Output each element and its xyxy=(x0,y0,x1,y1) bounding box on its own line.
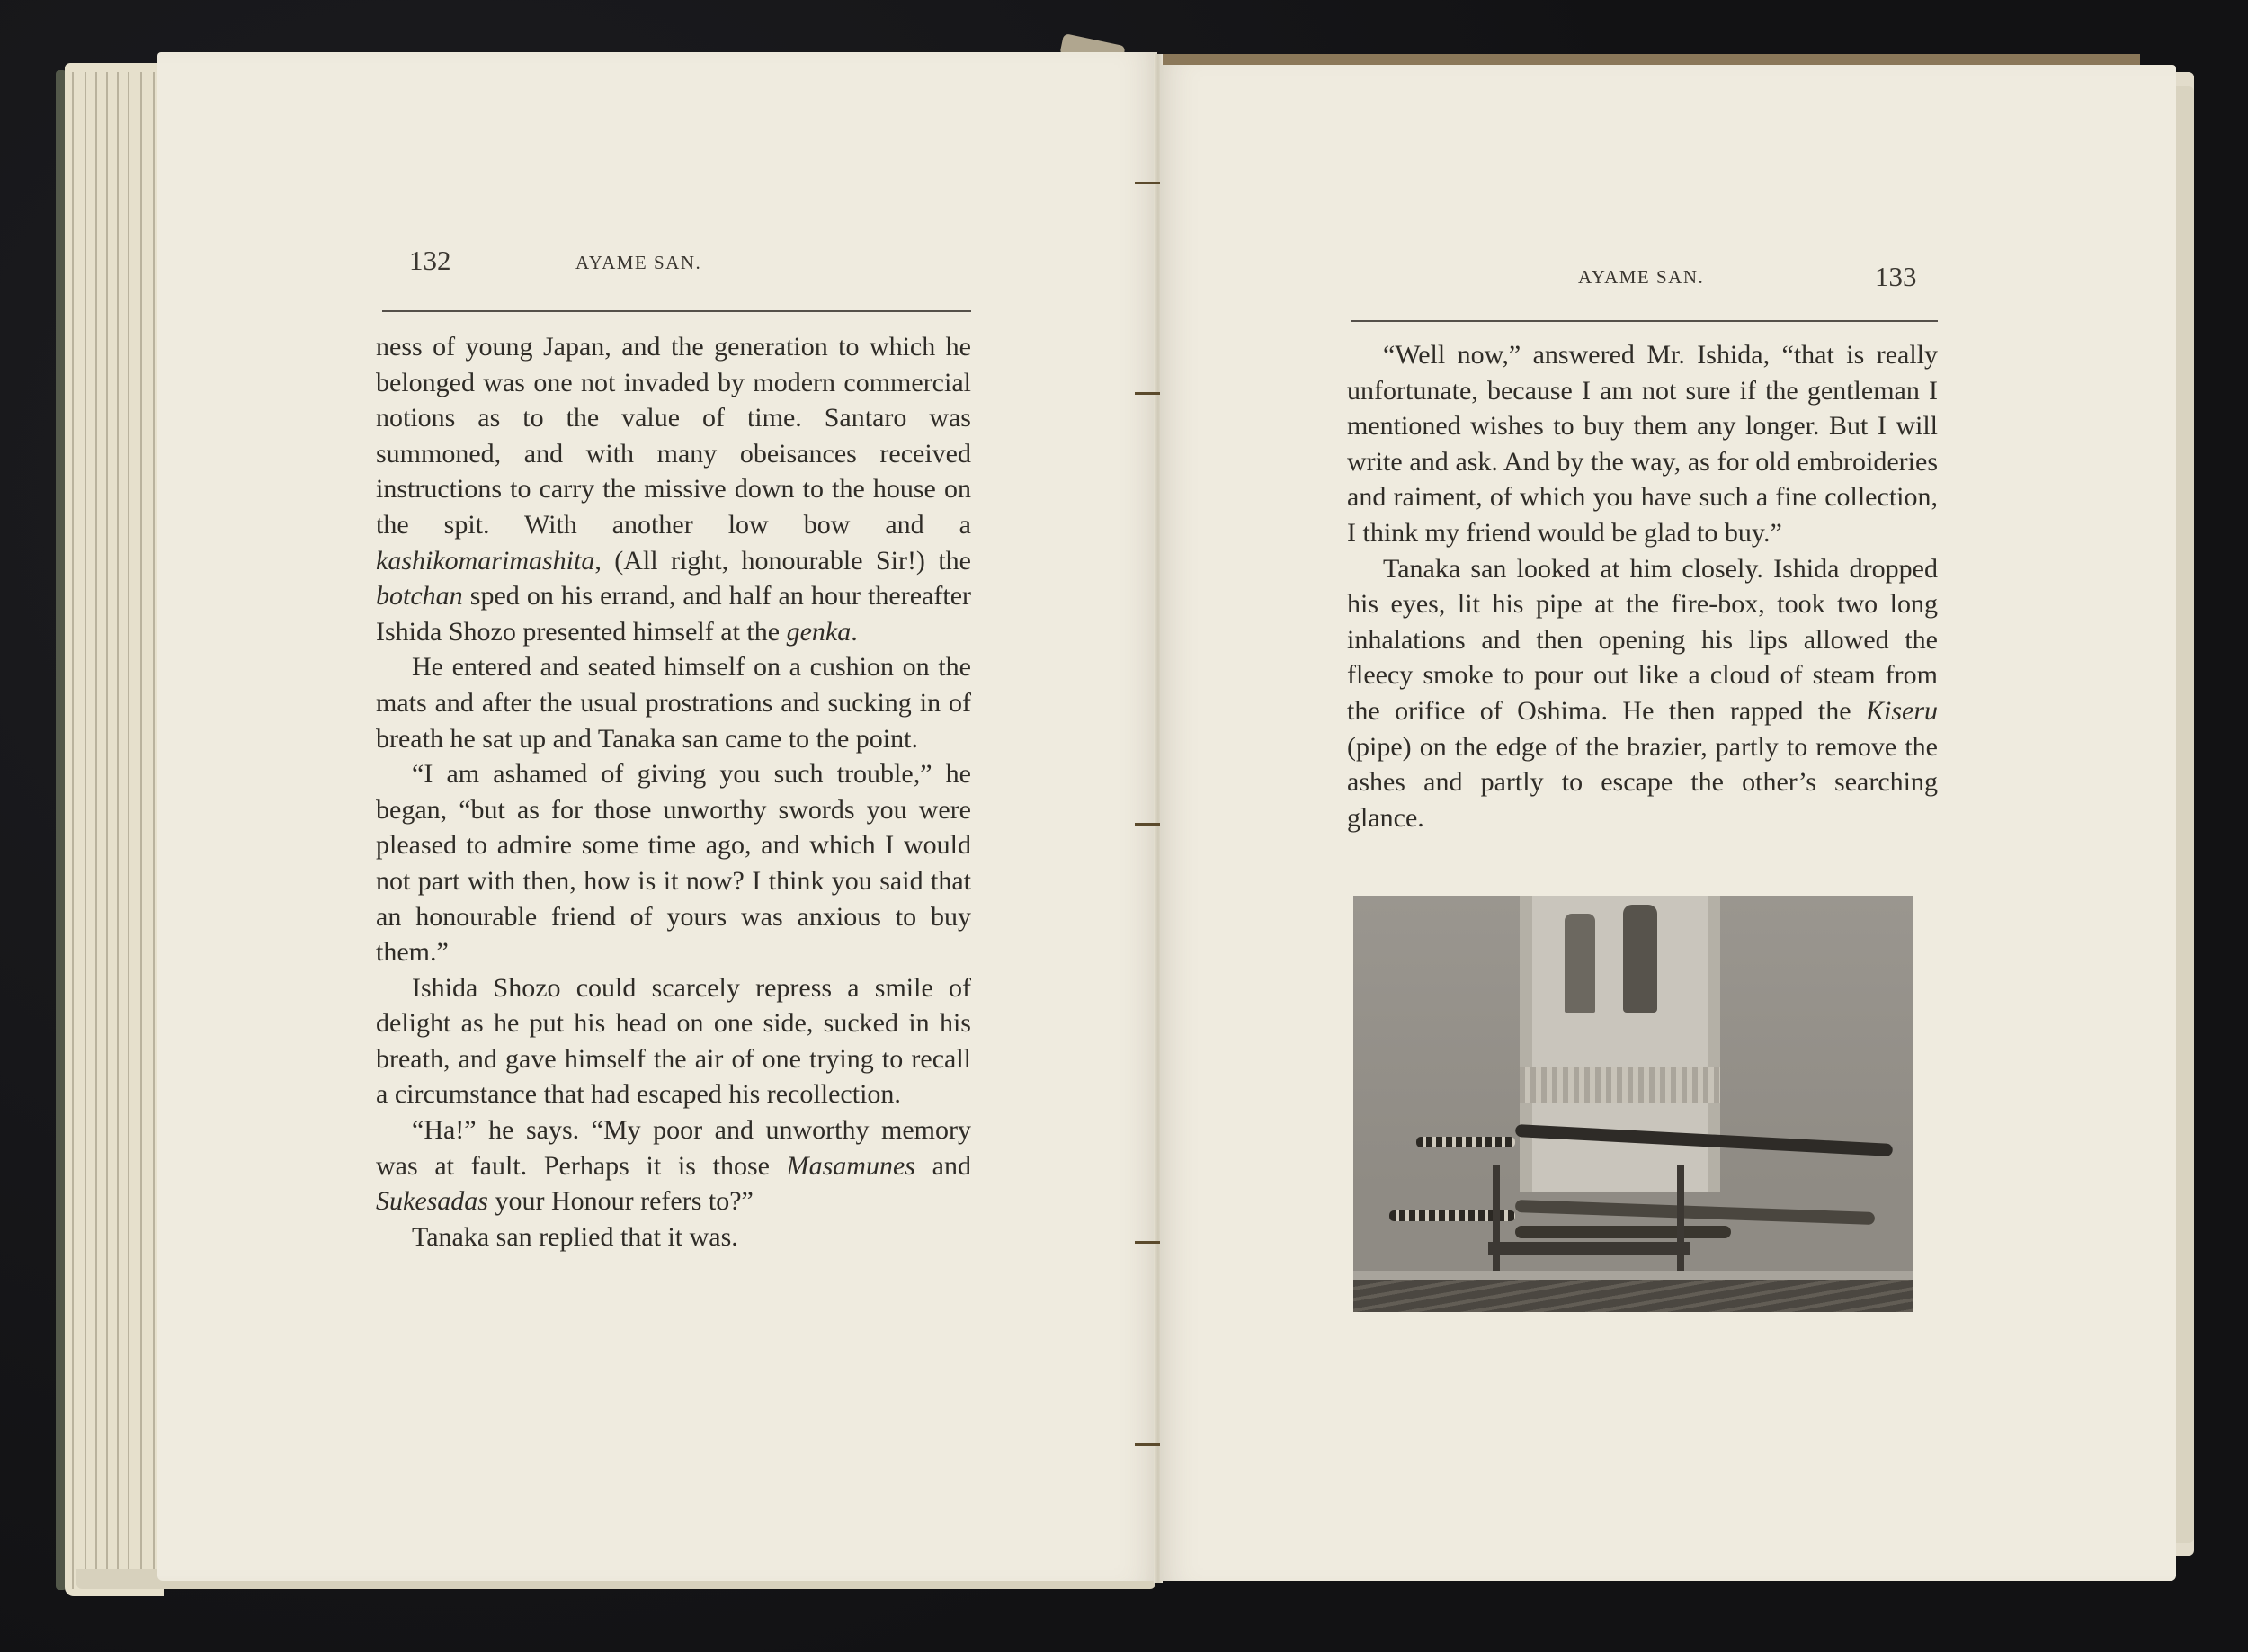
right-page-number: 133 xyxy=(1875,261,1917,292)
right-page-stack-inner xyxy=(2174,86,2194,1543)
italic-term: Kiseru xyxy=(1865,695,1938,726)
text-run: ness of young Japan, and the generation to which he belonged was one not invaded by modern commercial notions as to the value of time. Santaro was summoned, and with many obeisances received instructions to carry the missive down to the house on the spit. With another low bow and a xyxy=(376,332,971,540)
paragraph xyxy=(1347,551,1938,836)
hanging-scroll xyxy=(1520,896,1720,1192)
scroll-figure xyxy=(1565,914,1595,1013)
text-run: “Well now,” answered Mr. Ishida, “that is really unfortunate, because I am not sure if the gentleman I mentioned wishes to buy them any longer. But I will write and ask. And by the way, as for old embroideries and raiment, of which you have such a fine collection, I think my friend would be glad to buy.” xyxy=(1347,340,1938,548)
scroll-figure xyxy=(1623,905,1657,1013)
italic-term: Masamunes xyxy=(786,1150,915,1181)
paragraph xyxy=(376,756,971,970)
right-page-text xyxy=(1347,337,1938,835)
photo-wood-floor xyxy=(1353,1280,1913,1312)
paragraph xyxy=(376,1112,971,1219)
text-run: your Honour refers to?” xyxy=(487,1186,754,1217)
text-run: . xyxy=(851,616,858,647)
italic-term: botchan xyxy=(376,581,463,612)
text-run: Tanaka san looked at him closely. Ishida dropped his eyes, lit his pipe at the fire-box, took two long inhalations and then opening his lips allowed the fleecy smoke to pour out like a cloud of steam from the orifice of Oshima. He then rapped the xyxy=(1347,553,1938,726)
text-run: Tanaka san replied that it was. xyxy=(412,1221,738,1252)
text-run: “I am ashamed of giving you such trouble,” he began, “but as for those unworthy swords you were pleased to admire some time ago, and which I would not part with then, how is it now? I think you said that an honourable friend of yours was anxious to buy them.” xyxy=(376,759,971,968)
left-page-number: 132 xyxy=(409,245,451,276)
scroll-brocade-band xyxy=(1520,1067,1720,1103)
sword-photograph-plate xyxy=(1353,896,1913,1312)
text-run: He entered and seated himself on a cushion on the mats and after the usual prostrations and sucking in of breath he sat up and Tanaka san came to the point. xyxy=(376,652,971,754)
paragraph xyxy=(376,329,971,649)
italic-term: kashikomarimashita xyxy=(376,545,595,576)
text-run: , (All right, honourable Sir!) the xyxy=(594,545,971,576)
right-header-rule xyxy=(1351,320,1938,322)
paragraph xyxy=(376,970,971,1112)
italic-term: Sukesadas xyxy=(376,1186,488,1217)
photo-ledge xyxy=(1353,1271,1913,1280)
right-running-head: AYAME SAN. xyxy=(1578,266,1705,288)
left-running-head: AYAME SAN. xyxy=(575,252,702,273)
left-page-stack xyxy=(65,63,164,1596)
italic-term: genka xyxy=(786,616,852,647)
text-run: and xyxy=(914,1150,971,1181)
paragraph xyxy=(376,1219,971,1255)
text-run: (pipe) on the edge of the brazier, partly to remove the ashes and partly to escape the other’s searching glance. xyxy=(1347,731,1938,833)
text-run: sped on his errand, and half an hour thereafter Ishida Shozo presented himself at the xyxy=(376,581,971,647)
left-page-text xyxy=(376,329,971,1255)
text-run: “Ha!” he says. “My poor and unworthy memory was at fault. Perhaps it is those xyxy=(376,1115,971,1181)
paragraph xyxy=(1347,337,1938,551)
left-header-rule xyxy=(382,310,971,312)
short-sword xyxy=(1515,1226,1731,1238)
paragraph xyxy=(376,649,971,756)
text-run: Ishida Shozo could scarcely repress a smile of delight as he put his head on one side, sucked in his breath, and gave himself the air of one trying to recall a circumstance that had escaped his recollection. xyxy=(376,972,971,1110)
sword-rack-base xyxy=(1488,1242,1690,1255)
long-sword-hilt xyxy=(1416,1137,1515,1147)
